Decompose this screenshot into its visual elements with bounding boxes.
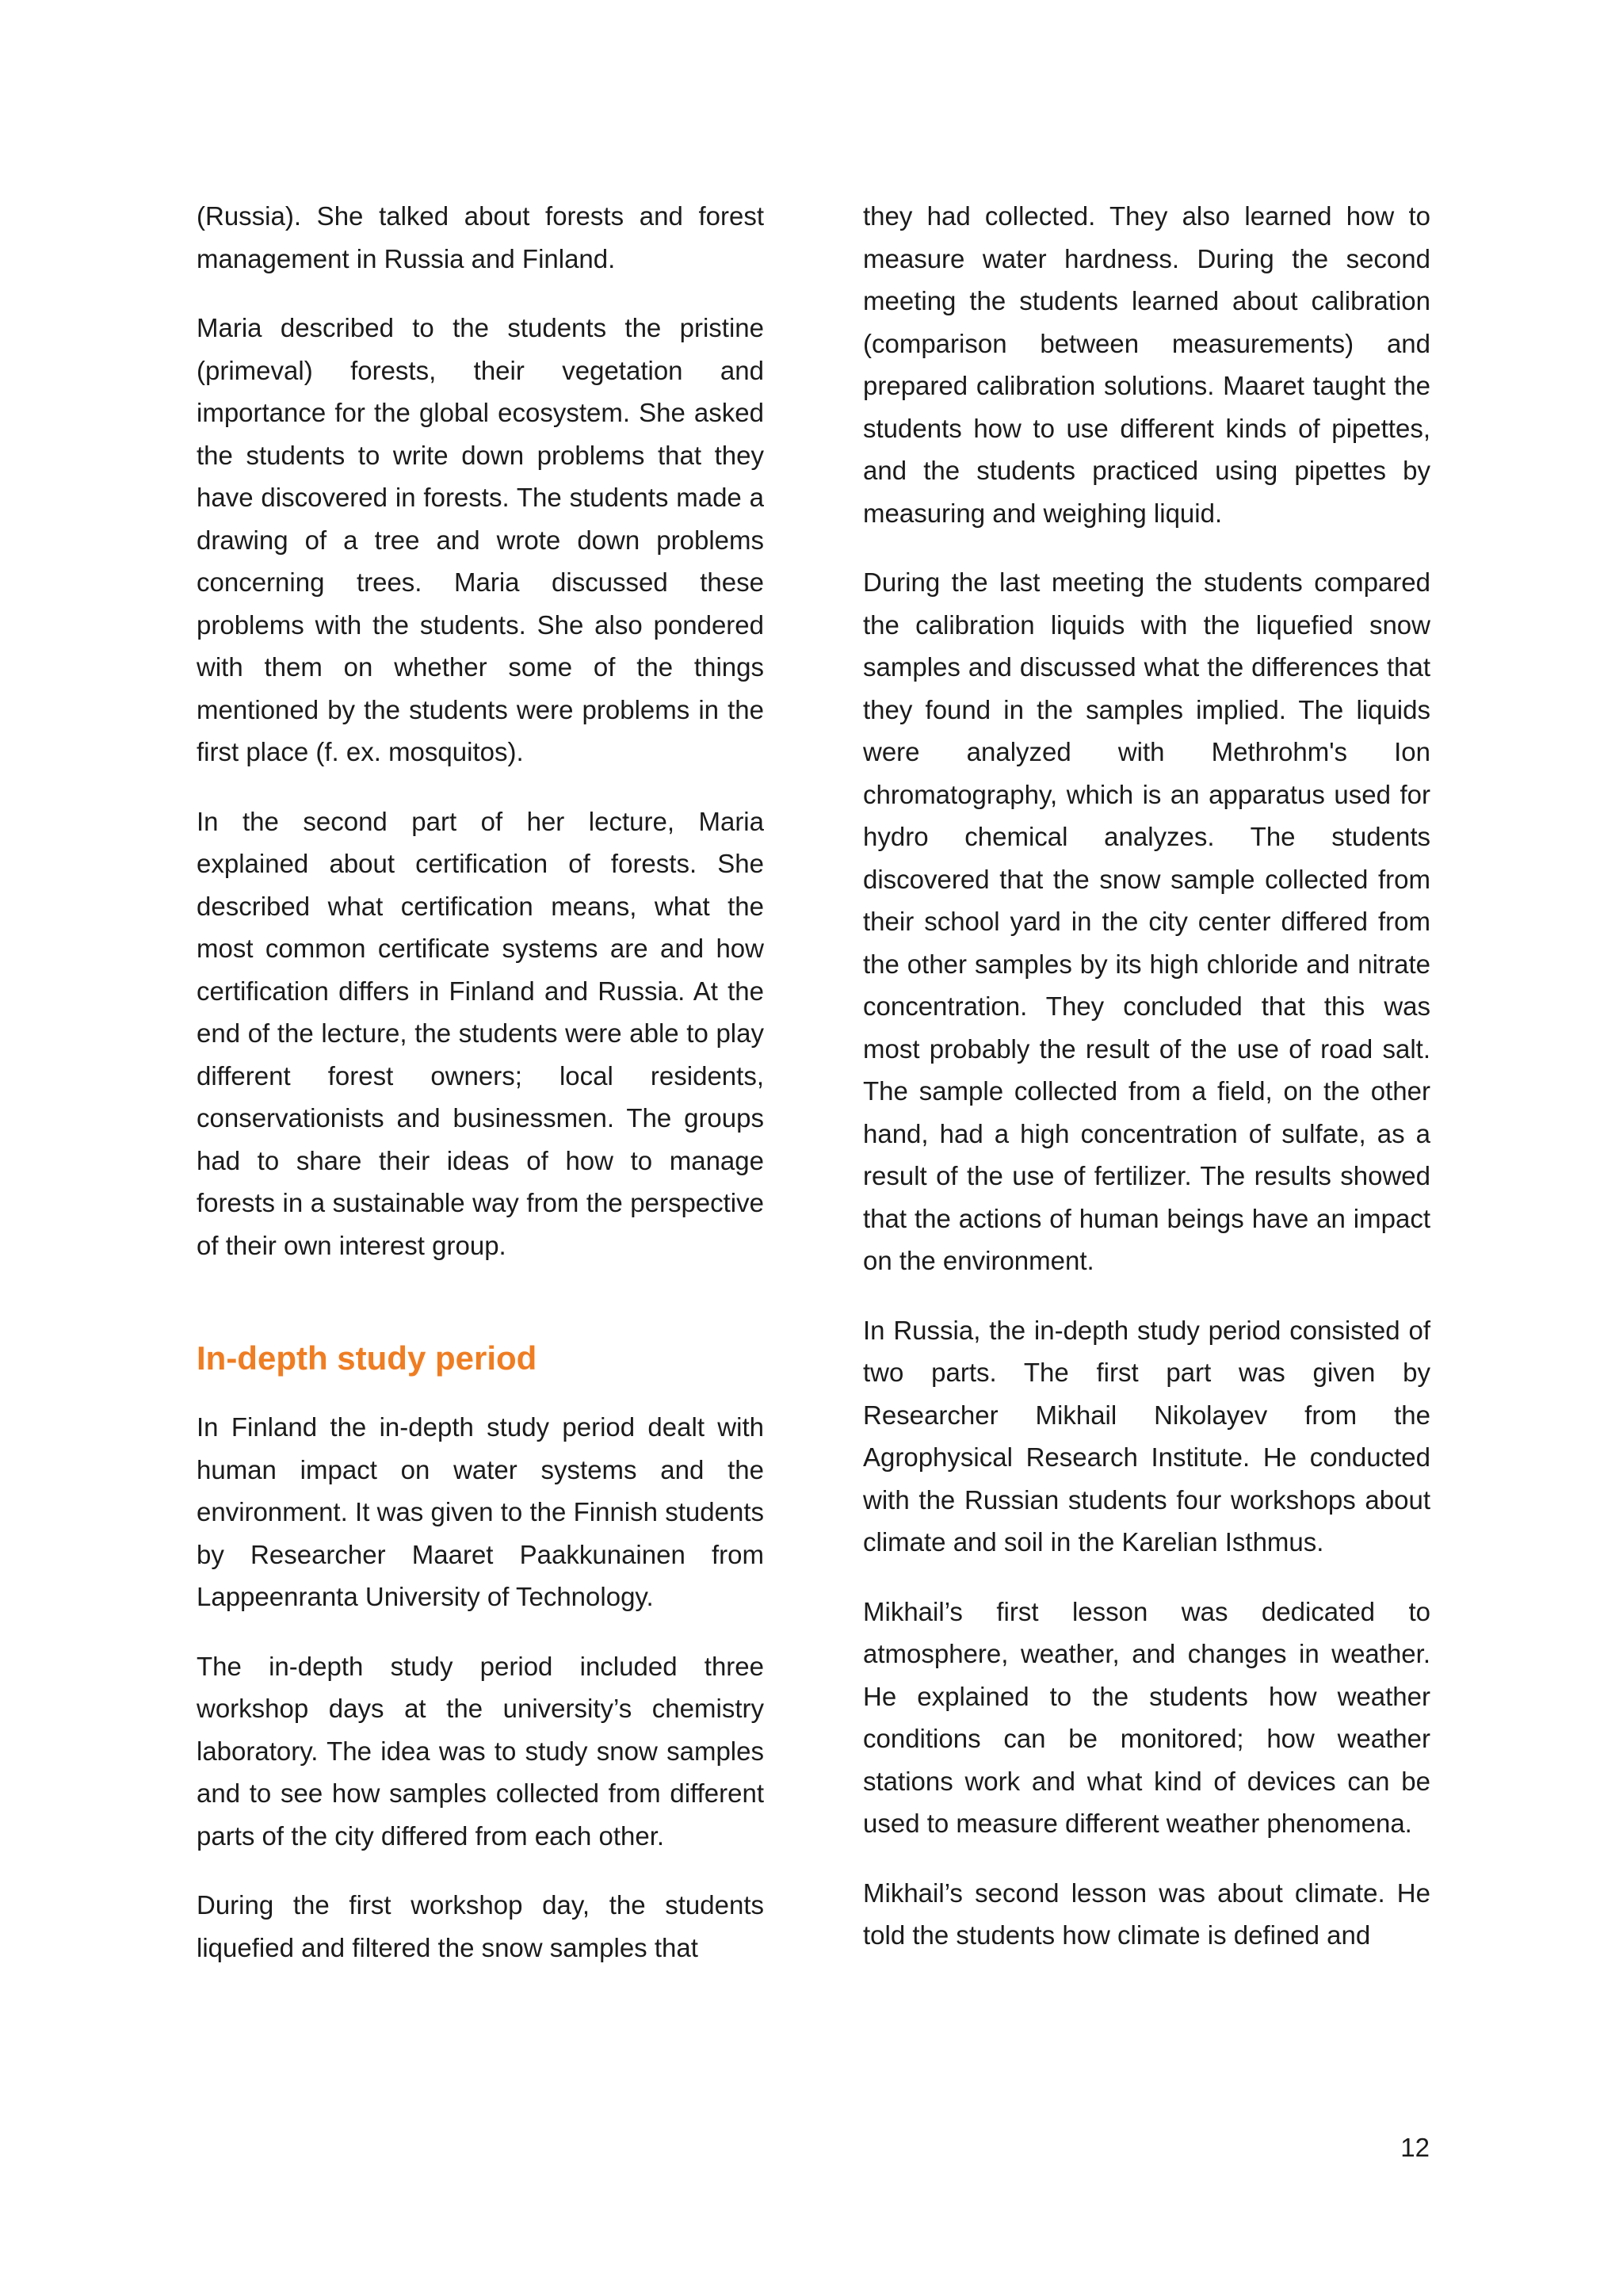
paragraph-workshop-days: The in-depth study period included three workshop days at the university’s chemistry laboratory. The idea was to study snow samples and to see how samples collected from different parts of the city differed from each other.: [197, 1651, 764, 1851]
paragraph-water-hardness: they had collected. They also learned how to measure water hardness. During the second meeting the students learned about calibration (comparison between measurements) and prepared calibration solutions. Maaret taught the students how to use different kinds of pipettes, and the students practiced using pipettes by measuring and weighing liquid.: [863, 201, 1430, 528]
left-column: [197, 195, 764, 1996]
page-number: 12: [1400, 2133, 1430, 2162]
section-heading-in-depth-study: In-depth study period: [197, 1339, 537, 1377]
paragraph-russia-forests: (Russia). She talked about forests and forest management in Russia and Finland.: [197, 201, 764, 273]
paragraph-russia-in-depth: In Russia, the in-depth study period consisted of two parts. The first part was given by Researcher Mikhail Nikolayev from the Agrophysical Research Institute. He conducted with the Russian students four workshops about climate and soil in the Karelian Isthmus.: [863, 1315, 1430, 1557]
right-column: [863, 195, 1430, 1984]
paragraph-first-workshop: During the first workshop day, the students liquefied and filtered the snow samples that: [197, 1890, 764, 1962]
paragraph-first-lesson: Mikhail’s first lesson was dedicated to atmosphere, weather, and changes in weather. He explained to the students how weather conditions can be monitored; how weather stations work and what kind of devices can be used to measure different weather phenomena.: [863, 1596, 1430, 1838]
paragraph-pristine-forests: Maria described to the students the pristine (primeval) forests, their vegetation and importance for the global ecosystem. She asked the students to write down problems that they have discovered in forests. The students made a drawing of a tree and wrote down problems concerning trees. Maria discussed these problems with the students. She also pondered with them on whether some of the things mentioned by the students were problems in the first place (f. ex. mosquitos).: [197, 313, 764, 766]
paragraph-last-meeting: During the last meeting the students compared the calibration liquids with the liquefied snow samples and discussed what the differences that they found in the samples implied. The liquids were analyzed with Methrohm's Ion chromatography, which is an apparatus used for hydro chemical analyzes. The students discovered that the snow sample collected from their school yard in the city center differed from the other samples by its high chloride and nitrate concentration. They concluded that this was most probably the result of the use of road salt. The sample collected from a field, on the other hand, had a high concentration of sulfate, as a result of the use of fertilizer. The results showed that the actions of human beings have an impact on the environment.: [863, 567, 1430, 1275]
paragraph-forest-certification: In the second part of her lecture, Maria explained about certification of forests. She described what certification means, what the most common certificate systems are and how certification differs in Finland and Russia. At the end of the lecture, the students were able to play different forest owners; local residents, conservationists and businessmen. The groups had to share their ideas of how to manage forests in a sustainable way from the perspective of their own interest group.: [197, 806, 764, 1260]
paragraph-finland-in-depth: In Finland the in-depth study period dealt with human impact on water systems and the environment. It was given to the Finnish students by Researcher Maaret Paakkunainen from Lappeenranta University of Technology.: [197, 1412, 764, 1611]
paragraph-second-lesson: Mikhail’s second lesson was about climate. He told the students how climate is defined and: [863, 1878, 1430, 1950]
